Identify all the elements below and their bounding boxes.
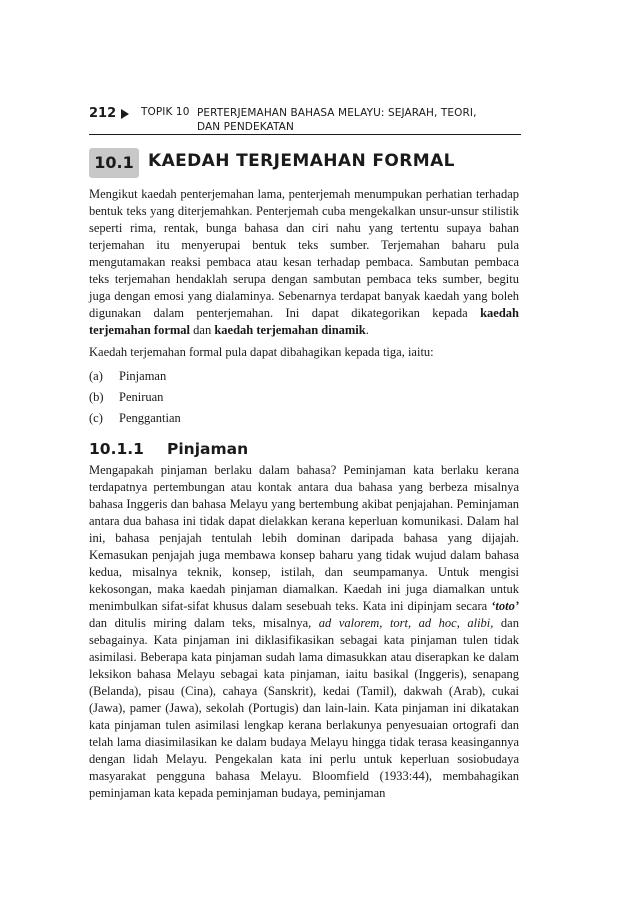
paragraph-intro-text: Mengikut kaedah penterjemahan lama, penterjemah menumpukan perhatian terhadap bentuk teks yang diterjemahkan. Penterjemah cuba mengekalkan unsur-unsur stilistik seperti rima, rentak, bunga bahasa dan ciri nahu yang tertentu supaya bahan terjemahan itu menyerupai bentuk teks sumber. Terjemahan baharu pula mengutamakan reaksi pembaca atau kesan terhadap pembaca. Sambutan pembaca teks terjemahan hendaklah serupa dengan sambutan pembaca teks sumber, begitu juga dengan emosi yang dialaminya. Sebenarnya terdapat banyak kaedah yang boleh digunakan dalam penterjemahan. Ini dapat dikategorikan kepada	[89, 187, 519, 320]
paragraph-pinjaman-text: Mengapakah pinjaman berlaku dalam bahasa? Peminjaman kata berlaku kerana terdapatnya pertembungan atau kontak antara dua bahasa yang berbeza misalnya bahasa Inggeris dan bahasa Melayu yang bertembung akibat penjajahan. Peminjaman antara dua bahasa ini tidak dapat dielakkan kerana keperluan komunikasi. Dalam hal ini, bahasa penjajah tentulah lebih dominan daripada bahasa yang dijajah. Kemasukan penjajah juga membawa konsep baharu yang tidak wujud dalam bahasa kedua, misalnya teknik, konsep, istilah, dan seumpamanya. Untuk mengisi kekosongan, maka kaedah pinjaman diamalkan. Kaedah ini juga diamalkan untuk menimbulkan sifat-sifat khusus dalam sesebuah teks. Kata ini dipinjam secara	[89, 463, 519, 613]
list-label: Peniruan	[119, 390, 164, 404]
list-item	[89, 387, 519, 408]
term-dynamic: kaedah terjemahan dinamik	[214, 323, 366, 337]
paragraph-pinjaman-text-2: dan ditulis miring dalam teks, misalnya,	[89, 616, 319, 630]
list-marker: (a)	[89, 369, 103, 383]
section-number: 10.1	[89, 148, 139, 178]
list-item	[89, 366, 519, 387]
paragraph-intro-connector: dan	[190, 323, 215, 337]
list-item	[89, 408, 519, 429]
method-list	[89, 366, 519, 429]
topic-label: TOPIK 10	[141, 106, 190, 118]
page-number: 212	[89, 106, 117, 121]
paragraph-intro	[89, 186, 519, 339]
toto-term: ‘toto’	[491, 599, 519, 613]
section-title: KAEDAH TERJEMAHAN FORMAL	[148, 151, 455, 171]
list-label: Penggantian	[119, 411, 181, 425]
subsection-heading	[89, 440, 248, 458]
paragraph-intro-end: .	[365, 323, 369, 337]
list-label: Pinjaman	[119, 369, 167, 383]
list-marker: (b)	[89, 390, 104, 404]
example-terms: ad valorem, tort, ad hoc, alibi,	[318, 616, 494, 630]
chapter-title: PERTERJEMAHAN BAHASA MELAYU: SEJARAH, TEORI, DAN PENDEKATAN	[197, 107, 477, 133]
section-heading	[89, 148, 521, 180]
triangle-bullet-icon	[121, 109, 129, 119]
paragraph-pinjaman	[89, 462, 519, 802]
term-formal: kaedah terjemahan formal	[89, 306, 519, 337]
list-marker: (c)	[89, 411, 103, 425]
paragraph-pinjaman-text-3: dan sebagainya. Kata pinjaman ini diklasifikasikan sebagai kata pinjaman tulen tidak asimilasi. Beberapa kata pinjaman sudah lama dimasukkan atau diserapkan ke dalam leksikon bahasa Melayu sebagai kata pinjaman, iaitu basikal (Inggeris), senapang (Belanda), pisau (Cina), cahaya (Sanskrit), kedai (Tamil), dakwah (Arab), cukai (Jawa), pamer (Jawa), sekolah (Portugis) dan lain-lain. Kata pinjaman ini dikatakan kata pinjaman tulen asimilasi lengkap kerana berlakunya penyesuaian ortografi dan telah lama diasimilasikan ke dalam budaya Melayu hingga tidak terasa keasingannya dengan lidah Melayu. Pengekalan kata ini perlu untuk keperluan sosiobudaya masyarakat pengguna bahasa Melayu. Bloomfield (1933:44), membahagikan peminjaman kata kepada peminjaman budaya, peminjaman	[89, 616, 519, 800]
subsection-title: Pinjaman	[167, 440, 249, 458]
paragraph-division: Kaedah terjemahan formal pula dapat dibahagikan kepada tiga, iaitu:	[89, 345, 434, 359]
header-divider	[89, 134, 521, 135]
subsection-number: 10.1.1	[89, 440, 144, 458]
running-header	[89, 98, 521, 134]
